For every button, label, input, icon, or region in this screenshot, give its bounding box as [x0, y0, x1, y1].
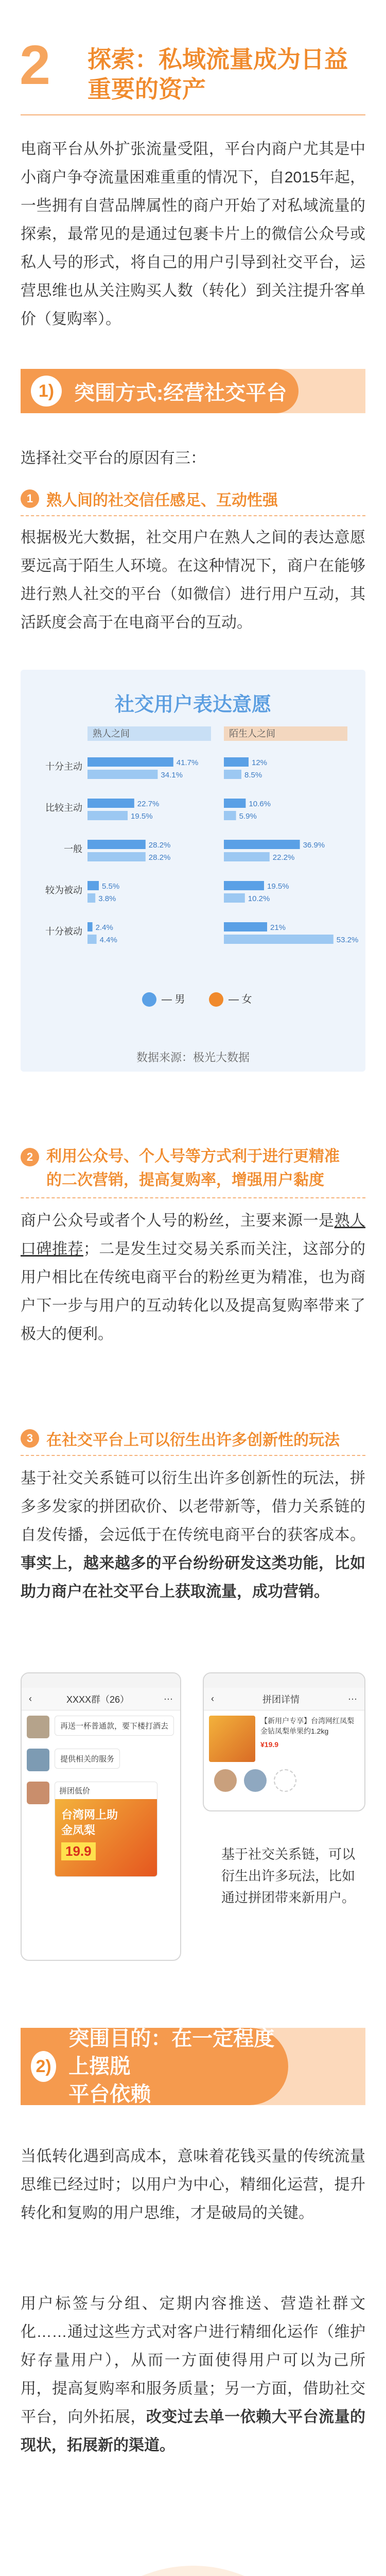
- bar: [224, 893, 245, 903]
- bar-value: 3.8%: [98, 894, 116, 903]
- group-buy-title: 拼团详情: [262, 1694, 300, 1705]
- message: [22, 1776, 180, 1882]
- product-thumbnail: [209, 1716, 255, 1762]
- bar-value: 10.6%: [249, 800, 271, 808]
- bar: [224, 852, 270, 861]
- product-image: 台湾网上助 金凤梨 19.9: [55, 1799, 157, 1876]
- phone-group-buy: [203, 1672, 365, 1811]
- bar: [224, 811, 236, 820]
- legend-female: — 女: [229, 994, 252, 1005]
- bar: [87, 770, 157, 779]
- series-header: 陌生人之间: [229, 728, 275, 739]
- bar: [87, 840, 146, 849]
- section2-paragraph2: 用户标签与分组、定期内容推送、营造社群文化……通过这些方式对客户进行精细化运作（维护好存量用户），从而一方面使得用户可以为己所用，提高复购率和服务质量；另一方面，借助社交平台，向外拓展，改变过去单一依赖大平台流量的现状，拓展新的渠道。: [21, 2295, 366, 2454]
- message: 再送一杯普通款，要下楼打酒去: [22, 1710, 180, 1743]
- bar: [87, 922, 93, 931]
- section1-title: 突围方式:经营社交平台: [74, 381, 287, 404]
- female-icon: [209, 992, 223, 1007]
- bar-value: 36.9%: [303, 841, 325, 850]
- category-label: 十分主动: [45, 761, 82, 772]
- bar: [87, 799, 134, 808]
- bar-value: 12%: [252, 758, 268, 767]
- bar-value: 28.2%: [148, 841, 171, 850]
- bar: [224, 757, 249, 767]
- back-icon[interactable]: ‹: [29, 1693, 32, 1704]
- reason2-title: 2 利用公众号、个人号等方式利于进行更精准 的二次营销，提高复购率，增强用户黏度: [21, 1145, 340, 1192]
- message: 提供相关的服务: [22, 1743, 180, 1776]
- section2-title-line2: 平台依赖: [68, 2083, 151, 2106]
- bar-value: 22.7%: [137, 800, 160, 808]
- category-label: 一般: [64, 844, 82, 854]
- category-label: 比较主动: [45, 803, 82, 813]
- bar-value: 41.7%: [176, 758, 199, 767]
- reason2-body: 商户公众号或者个人号的粉丝，主要来源一是熟人口碑推荐；二是发生过交易关系而关注，这部分的用户相比在传统电商平台的粉丝更为精准，也为商户下一步与用户的互动转化以及提高复购率带来了极大的便利。: [21, 1212, 366, 1343]
- bar: [224, 935, 334, 944]
- phone-caption: 基于社交关系链，可以衍生出许多玩法，比如通过拼团带来新用户。: [221, 1846, 356, 1905]
- chart-title: 社交用户表达意愿: [114, 694, 271, 716]
- divider: [21, 515, 365, 516]
- bar-value: 5.9%: [239, 812, 257, 821]
- section1-number: 1): [31, 376, 62, 406]
- bar-value: 2.4%: [95, 923, 113, 932]
- page-title-line1: 探索：私域流量成为日益: [87, 46, 348, 73]
- section2-paragraph1: 当低转化遇到高成本，意味着花钱买量的传统流量思维已经过时；以用户为中心，精细化运营，提升转化和复购的用户思维，才是破局的关键。: [21, 2148, 365, 2222]
- section2-banner: [21, 2028, 365, 2105]
- bar-value: 19.5%: [131, 812, 153, 821]
- avatar: [244, 1769, 267, 1792]
- chart-panel: [21, 670, 365, 1072]
- participant-avatars: [204, 1767, 364, 1794]
- bar: [224, 799, 245, 808]
- bar-value: 4.4%: [99, 936, 117, 944]
- divider: [21, 1455, 365, 1456]
- bar: [87, 935, 97, 944]
- bar-value: 10.2%: [248, 894, 270, 903]
- bar: [224, 922, 267, 931]
- section2-number: 2): [31, 2051, 56, 2082]
- series-header: 熟人之间: [93, 728, 130, 739]
- bar: [87, 893, 95, 903]
- section-number: 2: [20, 33, 49, 96]
- reasons-lead: 选择社交平台的原因有三：: [21, 450, 206, 467]
- back-icon[interactable]: ‹: [211, 1693, 214, 1704]
- more-icon[interactable]: ···: [348, 1693, 357, 1704]
- avatar: [27, 1782, 49, 1804]
- avatar: [27, 1716, 49, 1738]
- phone-group-chat: [21, 1672, 181, 1961]
- chart-source: 数据来源：极光大数据: [136, 1051, 250, 1064]
- bar-value: 8.5%: [244, 771, 262, 779]
- bar-value: 19.5%: [267, 882, 289, 891]
- bar: [87, 852, 146, 861]
- bar: [224, 770, 241, 779]
- category-label: 十分被动: [45, 926, 82, 937]
- share-card[interactable]: 拼团低价 台湾网上助 金凤梨 19.9: [55, 1782, 157, 1877]
- avatar: [27, 1749, 49, 1771]
- page-title-line2: 重要的资产: [87, 76, 206, 103]
- bar: [87, 811, 128, 820]
- product-row[interactable]: 【新用户专享】台湾网红凤梨金钻凤梨单果约1.2kg ¥19.9: [204, 1710, 364, 1767]
- reason1-title: 1 熟人间的社交信任感足、互动性强: [21, 487, 278, 510]
- avatar-placeholder: [274, 1769, 296, 1792]
- bar-value: 34.1%: [161, 771, 183, 779]
- more-icon[interactable]: ···: [164, 1693, 173, 1704]
- expression-chart: [21, 670, 365, 1072]
- group-chat-title: XXXX群（26）: [66, 1694, 130, 1705]
- avatar: [214, 1769, 237, 1792]
- bar: [224, 840, 300, 849]
- intro-paragraph: 电商平台从外扩张流量受阻，平台内商户尤其是中小商户争夺流量困难重重的情况下，自2015年起，一些拥有自营品牌属性的商户开始了对私域流量的探索，最常见的是通过包裹卡片上的微信公众号或私人号的形式，将自己的用户引导到社交平台，运营思维也从关注购买人数（转化）到关注提升客单价（复购率）。: [21, 141, 365, 328]
- private-traffic-illustration: [51, 2555, 335, 2576]
- bar-value: 5.5%: [102, 882, 120, 891]
- header-divider: [21, 114, 365, 115]
- bar-value: 53.2%: [336, 936, 359, 944]
- reason3-body: 基于社交关系链可以衍生出许多创新性的玩法，拼多多发家的拼团砍价、以老带新等，借力关系链的自发传播，会远低于在传统电商平台的获客成本。事实上，越来越多的平台纷纷研发这类功能，比如助力商户在社交平台上获取流量，成功营销。: [21, 1470, 365, 1600]
- bar-value: 28.2%: [148, 853, 171, 862]
- section2-title-line1: 突围目的：在一定程度上摆脱: [68, 2027, 275, 2078]
- category-label: 较为被动: [45, 885, 82, 895]
- bar: [224, 881, 264, 890]
- male-icon: [142, 992, 156, 1007]
- bar: [87, 881, 99, 890]
- reason3-title: 3 在社交平台上可以衍生出许多创新性的玩法: [21, 1427, 340, 1450]
- bar: [87, 757, 173, 767]
- legend-male: — 男: [162, 994, 185, 1005]
- bar-value: 21%: [270, 923, 286, 932]
- section1-banner: [21, 369, 365, 413]
- reason1-body: 根据极光大数据，社交用户在熟人之间的表达意愿要远高于陌生人环境。在这种情况下，商户在能够进行熟人社交的平台（如微信）进行用户互动，其活跃度会高于在电商平台的互动。: [21, 529, 365, 631]
- bar-value: 22.2%: [272, 853, 295, 862]
- divider: [21, 1197, 365, 1198]
